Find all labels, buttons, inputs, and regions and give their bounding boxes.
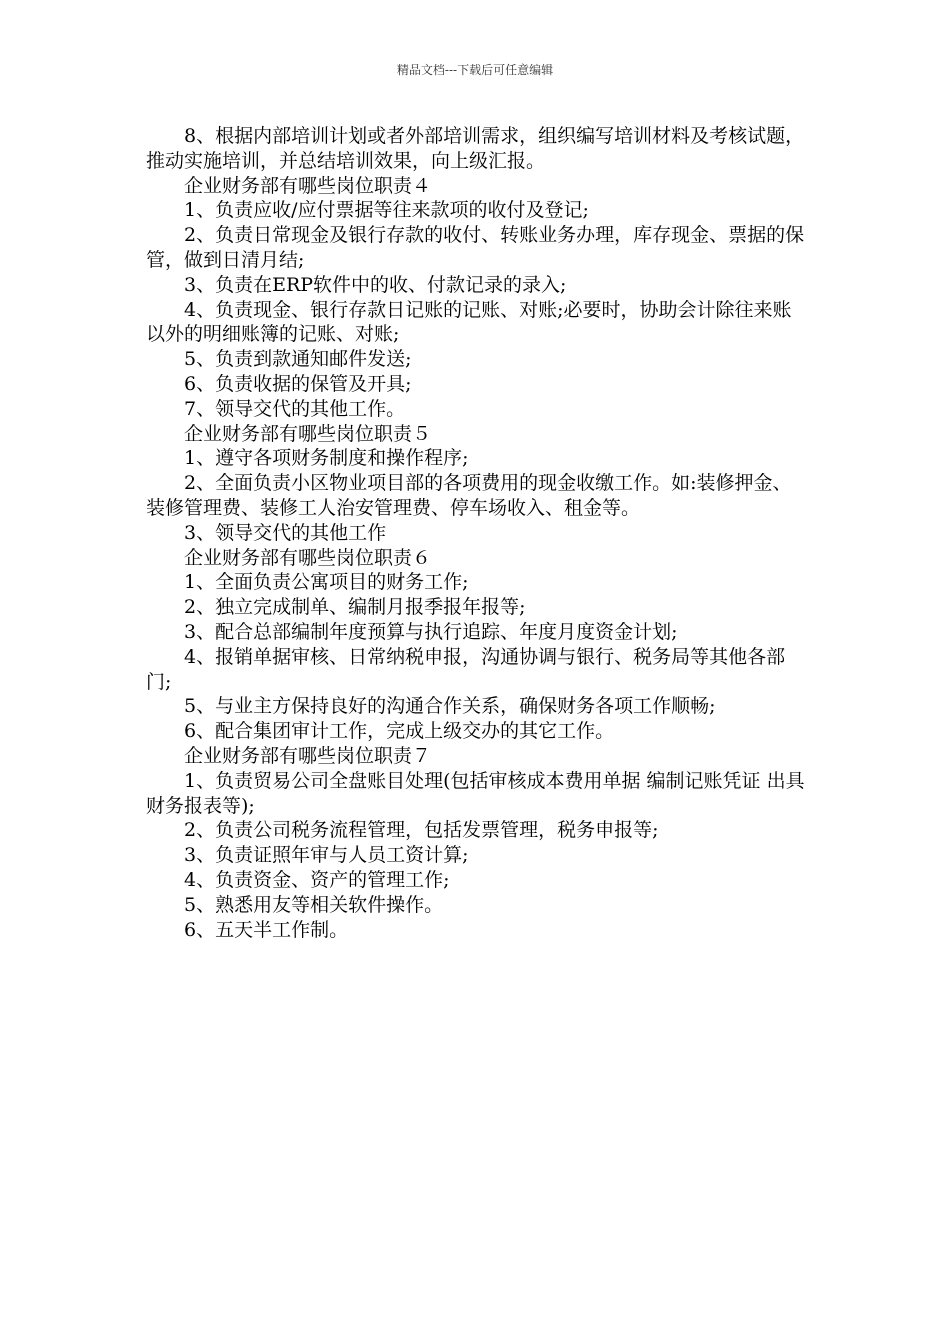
section-heading-5: 企业财务部有哪些岗位职责５ xyxy=(184,422,432,445)
paragraph-item: 6、五天半工作制。 xyxy=(184,918,349,941)
paragraph-item: 1、遵守各项财务制度和操作程序; xyxy=(184,447,469,470)
paragraph-item: 6、负责收据的保管及开具; xyxy=(184,372,412,395)
paragraph-item: 3、负责证照年审与人员工资计算; xyxy=(184,844,469,867)
paragraph-item: 2、负责日常现金及银行存款的收付、转账业务办理，库存现金、票据的保管，做到日清月结; xyxy=(146,224,805,271)
paragraph-item: 1、全面负责公寓项目的财务工作; xyxy=(184,571,469,594)
paragraph-item: 2、全面负责小区物业项目部的各项费用的现金收缴工作。如:装修押金、装修管理费、装修工人治安管理费、停车场收入、租金等。 xyxy=(146,472,792,519)
page-header: 精品文档---下载后可任意编辑 xyxy=(396,63,554,77)
document-body xyxy=(146,124,810,942)
paragraph-item: 3、领导交代的其他工作 xyxy=(184,521,387,544)
paragraph-item: 6、配合集团审计工作，完成上级交办的其它工作。 xyxy=(184,720,615,743)
paragraph-item: 5、熟悉用友等相关软件操作。 xyxy=(184,893,444,916)
paragraph-item: 1、负责贸易公司全盘账目处理(包括审核成本费用单据 编制记账凭证 出具财务报表等); xyxy=(146,769,805,817)
paragraph-item: 1、负责应收/应付票据等往来款项的收付及登记; xyxy=(184,199,589,222)
section-heading-6: 企业财务部有哪些岗位职责６ xyxy=(184,546,432,569)
paragraph-item: 4、负责资金、资产的管理工作; xyxy=(184,868,450,891)
paragraph-item: 4、报销单据审核、日常纳税申报，沟通协调与银行、税务局等其他各部门; xyxy=(146,645,786,693)
paragraph-item: 3、配合总部编制年度预算与执行追踪、年度月度资金计划; xyxy=(184,620,678,643)
paragraph-item: 3、负责在ERP软件中的收、付款记录的录入; xyxy=(184,273,567,296)
paragraph-item: 5、与业主方保持良好的沟通合作关系，确保财务各项工作顺畅; xyxy=(184,695,716,718)
paragraph-item: 4、负责现金、银行存款日记账的记账、对账;必要时，协助会计除往来账以外的明细账簿的记账、对账; xyxy=(146,298,792,346)
section-heading-7: 企业财务部有哪些岗位职责７ xyxy=(184,744,432,767)
paragraph-training-item-8: 8、根据内部培训计划或者外部培训需求，组织编写培训材料及考核试题，推动实施培训，并总结培训效果，向上级汇报。 xyxy=(146,125,805,172)
paragraph-item: 2、独立完成制单、编制月报季报年报等; xyxy=(184,596,526,619)
paragraph-item: 7、领导交代的其他工作。 xyxy=(184,397,406,420)
paragraph-item: 5、负责到款通知邮件发送; xyxy=(184,348,412,371)
section-heading-4: 企业财务部有哪些岗位职责４ xyxy=(184,174,432,197)
paragraph-item: 2、负责公司税务流程管理，包括发票管理，税务申报等; xyxy=(184,819,659,842)
